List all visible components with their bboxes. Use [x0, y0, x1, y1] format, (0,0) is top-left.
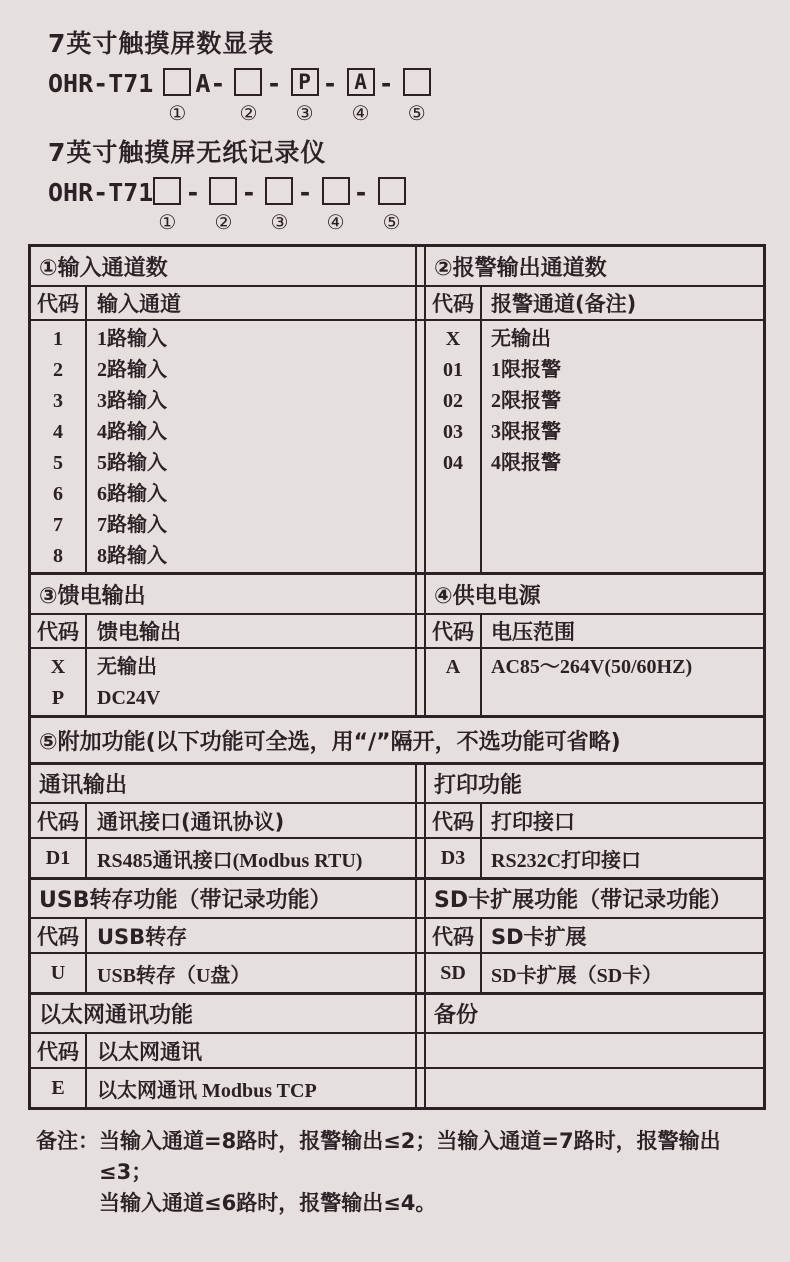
model-separator: -: [353, 178, 369, 207]
code-cell: U: [31, 954, 87, 992]
code-cell: D1: [31, 839, 87, 877]
model-separator: -: [185, 178, 201, 207]
section-2-codes: [426, 321, 482, 572]
table-divider: [415, 954, 426, 992]
section-2-value-header: 报警通道(备注): [491, 292, 637, 316]
model-prefix: OHR-T71: [48, 178, 154, 207]
code-cell: X: [445, 328, 461, 350]
section-comm-value-header: 通讯接口(通讯协议): [97, 809, 285, 834]
product-digital-display: [28, 24, 766, 123]
code-cell: 7: [53, 514, 63, 536]
section-3-value-header: 馈电输出: [97, 620, 181, 644]
segment-marker-2: ②: [214, 210, 233, 234]
model-option-box: [378, 177, 406, 205]
section-2-code-header: 代码: [426, 287, 482, 319]
code-cell: A: [445, 656, 461, 678]
section-sd-title: SD卡扩展功能（带记录功能）: [434, 888, 733, 913]
value-cell: AC85～264V(50/60HZ): [491, 656, 693, 678]
product-1-title: 7英寸触摸屏数显表: [48, 29, 275, 58]
code-cell: X: [50, 656, 66, 678]
product-1-model-code: [48, 68, 766, 123]
model-segment-2: [209, 177, 237, 232]
value-cell: 3限报警: [491, 421, 561, 443]
segment-marker-4: ④: [326, 210, 345, 234]
code-cell: 04: [443, 452, 463, 474]
model-separator: A-: [195, 69, 226, 98]
value-cell: 4路输入: [97, 421, 167, 443]
model-separator: -: [322, 69, 338, 98]
code-cell: 8: [53, 545, 63, 567]
value-cell: USB转存（U盘）: [97, 964, 251, 987]
model-segment-5: [378, 177, 406, 232]
segment-marker-1: ①: [168, 101, 187, 125]
footnote-line-1: 当输入通道=8路时，报警输出≤2；当输入通道=7路时，报警输出≤3；: [99, 1129, 721, 1184]
section-4-title: ④供电电源: [434, 583, 541, 609]
section-print-title: 打印功能: [434, 773, 523, 798]
section-usb-code-header: 代码: [31, 919, 87, 952]
section-4-values: [482, 649, 763, 715]
table-divider: [415, 880, 426, 917]
table-divider: [415, 247, 426, 285]
code-cell: 2: [53, 359, 63, 381]
section-1-title: ①输入通道数: [39, 255, 168, 281]
value-cell: 以太网通讯 Modbus TCP: [97, 1079, 317, 1102]
code-cell: 4: [53, 421, 63, 443]
model-option-box: P: [291, 68, 319, 96]
model-option-box: [153, 177, 181, 205]
model-segment-3: [291, 68, 319, 123]
section-sd-code-header: 代码: [426, 919, 482, 952]
value-cell: 2路输入: [97, 359, 167, 381]
value-cell: 5路输入: [97, 452, 167, 474]
model-separator: -: [378, 69, 394, 98]
section-ethernet-title: 以太网通讯功能: [39, 1003, 194, 1028]
section-backup-title: 备份: [434, 1003, 479, 1028]
section-3-title: ③馈电输出: [39, 583, 146, 609]
code-cell: 6: [53, 483, 63, 505]
value-cell: 4限报警: [491, 452, 561, 474]
table-divider: [415, 919, 426, 952]
model-segment-5: [403, 68, 431, 123]
table-divider: [415, 804, 426, 837]
code-cell: 1: [53, 328, 63, 350]
value-cell: 无输出: [491, 328, 551, 350]
table-divider: [415, 1034, 426, 1067]
block-input-alarm: [31, 247, 763, 572]
model-option-box: [265, 177, 293, 205]
block-ethernet-backup: [31, 992, 763, 1107]
segment-marker-3: ③: [270, 210, 289, 234]
section-1-codes: [31, 321, 87, 572]
table-divider: [415, 1069, 426, 1107]
model-segment-4: [347, 68, 375, 123]
product-paperless-recorder: [28, 133, 766, 232]
section-3-codes: [31, 649, 87, 715]
section-3-code-header: 代码: [31, 615, 87, 647]
section-print-code-header: 代码: [426, 804, 482, 837]
section-2-title: ②报警输出通道数: [434, 255, 607, 281]
section-4-value-header: 电压范围: [491, 620, 575, 644]
value-cell: 1路输入: [97, 328, 167, 350]
model-segment-4: [322, 177, 350, 232]
product-2-title: 7英寸触摸屏无纸记录仪: [48, 138, 327, 167]
model-option-box: [403, 68, 431, 96]
block-comm-print: [31, 762, 763, 877]
section-1-code-header: 代码: [31, 287, 87, 319]
value-cell: SD卡扩展（SD卡）: [491, 964, 663, 987]
table-divider: [415, 765, 426, 802]
model-option-box: [209, 177, 237, 205]
code-cell: P: [51, 687, 65, 709]
section-4-code-header: 代码: [426, 615, 482, 647]
section-4-codes: [426, 649, 482, 715]
table-divider: [415, 321, 426, 572]
block-power: [31, 572, 763, 715]
section-print-value-header: 打印接口: [491, 809, 575, 834]
section-2-values: [482, 321, 763, 572]
section-5-title: ⑤附加功能(以下功能可全选，用“/”隔开，不选功能可省略): [39, 729, 621, 755]
value-cell: 2限报警: [491, 390, 561, 412]
model-separator: -: [241, 178, 257, 207]
section-comm-code-header: 代码: [31, 804, 87, 837]
segment-marker-1: ①: [158, 210, 177, 234]
code-cell: SD: [426, 954, 482, 992]
value-cell: 3路输入: [97, 390, 167, 412]
segment-marker-5: ⑤: [407, 101, 426, 125]
model-option-box: [234, 68, 262, 96]
table-divider: [415, 287, 426, 319]
section-ethernet-value-header: 以太网通讯: [97, 1039, 202, 1064]
code-cell: 02: [443, 390, 463, 412]
value-cell: DC24V: [97, 687, 161, 709]
value-cell: 7路输入: [97, 514, 167, 536]
footnote: [36, 1126, 766, 1219]
table-divider: [415, 575, 426, 613]
segment-marker-5: ⑤: [382, 210, 401, 234]
section-1-value-header: 输入通道: [97, 292, 181, 316]
value-cell: 8路输入: [97, 545, 167, 567]
section-1-values: [87, 321, 415, 572]
table-divider: [415, 649, 426, 715]
model-prefix: OHR-T71: [48, 69, 154, 98]
value-cell: 无输出: [97, 656, 157, 678]
model-separator: -: [266, 69, 282, 98]
code-cell: 01: [443, 359, 463, 381]
section-usb-title: USB转存功能（带记录功能）: [39, 888, 332, 913]
table-divider: [415, 995, 426, 1032]
block-addon-header: [31, 715, 763, 762]
section-sd-value-header: SD卡扩展: [491, 924, 587, 949]
backup-empty-cell: [426, 1069, 763, 1107]
code-cell: 03: [443, 421, 463, 443]
backup-empty-cell: [426, 1034, 763, 1067]
model-option-box: A: [347, 68, 375, 96]
model-separator: -: [297, 178, 313, 207]
model-option-box: [322, 177, 350, 205]
code-cell: D3: [426, 839, 482, 877]
model-option-box: [163, 68, 191, 96]
table-divider: [415, 615, 426, 647]
section-comm-title: 通讯输出: [39, 773, 128, 798]
model-segment-2: [234, 68, 262, 123]
value-cell: RS485通讯接口(Modbus RTU): [97, 849, 363, 872]
section-usb-value-header: USB转存: [97, 924, 188, 949]
segment-marker-4: ④: [351, 101, 370, 125]
section-ethernet-code-header: 代码: [31, 1034, 87, 1067]
code-cell: 3: [53, 390, 63, 412]
product-2-model-code: [48, 177, 766, 232]
model-segment-1: [153, 177, 181, 232]
footnote-text: [99, 1126, 766, 1219]
code-cell: E: [31, 1069, 87, 1107]
value-cell: 6路输入: [97, 483, 167, 505]
table-divider: [415, 839, 426, 877]
model-segment-3: [265, 177, 293, 232]
value-cell: RS232C打印接口: [491, 849, 642, 872]
segment-marker-3: ③: [295, 101, 314, 125]
selection-table: [28, 244, 766, 1110]
footnote-label: 备注：: [36, 1129, 99, 1153]
footnote-line-2: 当输入通道≤6路时，报警输出≤4。: [99, 1191, 437, 1215]
code-cell: 5: [53, 452, 63, 474]
model-segment-1: [163, 68, 191, 123]
section-3-values: [87, 649, 415, 715]
segment-marker-2: ②: [239, 101, 258, 125]
block-usb-sd: [31, 877, 763, 992]
value-cell: 1限报警: [491, 359, 561, 381]
